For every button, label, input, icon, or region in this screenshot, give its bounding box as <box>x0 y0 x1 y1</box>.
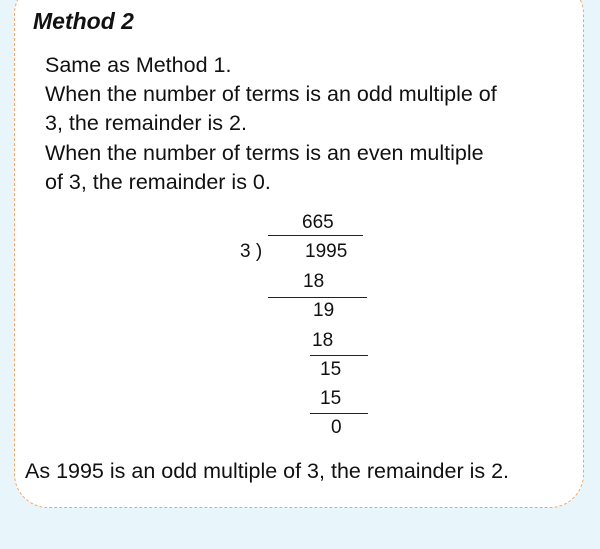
division-rule-3 <box>310 413 368 414</box>
division-divisor: 3 ) <box>240 241 263 262</box>
division-step-2: 19 <box>313 300 335 321</box>
division-dividend: 1995 <box>305 241 348 262</box>
division-step-5: 15 <box>320 388 342 409</box>
division-rule-2 <box>310 355 368 356</box>
division-step-6: 0 <box>331 417 342 438</box>
division-quotient: 665 <box>302 212 334 233</box>
method-title: Method 2 <box>33 8 134 34</box>
division-step-3: 18 <box>312 330 334 351</box>
method-line-2: When the number of terms is an odd multiple of <box>45 82 497 106</box>
method-line-1: Same as Method 1. <box>45 53 232 77</box>
conclusion-text: As 1995 is an odd multiple of 3, the remainder is 2. <box>25 459 510 483</box>
method-line-3: 3, the remainder is 2. <box>45 111 247 135</box>
division-rule-1 <box>268 297 367 298</box>
method-line-4: When the number of terms is an even multiple <box>45 141 484 165</box>
division-step-4: 15 <box>320 359 342 380</box>
division-bar <box>268 235 363 236</box>
method-line-5: of 3, the remainder is 0. <box>45 170 271 194</box>
division-step-1: 18 <box>303 271 325 292</box>
